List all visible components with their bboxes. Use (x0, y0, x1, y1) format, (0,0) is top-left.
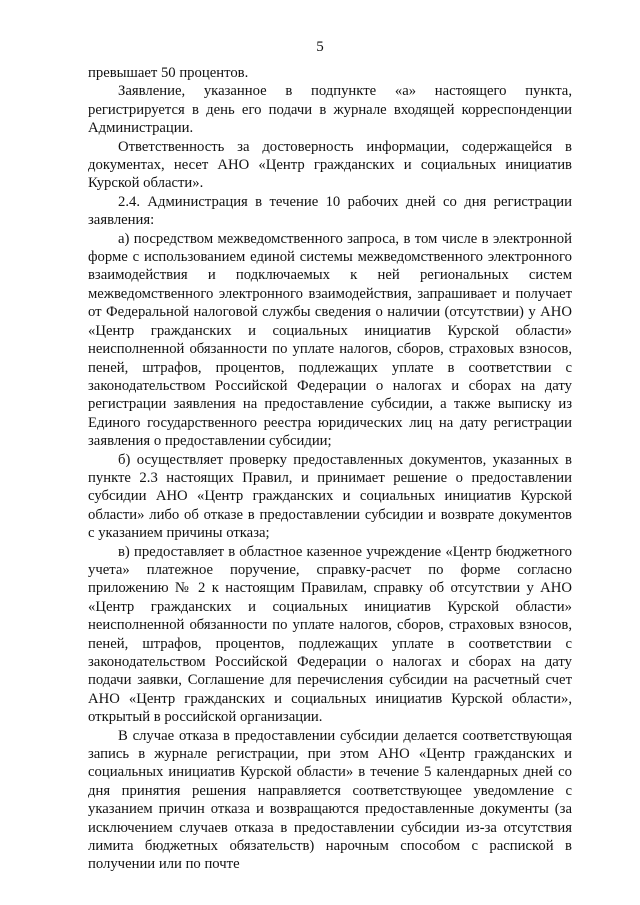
paragraph-subitem-a: а) посредством межведомственного запроса, в том числе в электронной форме с использованием единой системы межведомственного электронного взаимодействия и подключаемых к ней региональных систем межведомственного электронного взаимодействия, запрашивает и получает от Федеральной налоговой службы сведения о наличии (отсутствии) у АНО «Центр гражданских и социальных инициатив Курской области» неисполненной обязанности по уплате налогов, сборов, страховых взносов, пеней, штрафов, процентов, подлежащих уплате в соответствии с законодательством Российской Федерации о налогах и сборах на дату регистрации заявления на предоставление субсидии, а также выписку из Единого государственного реестра юридических лиц на дату регистрации заявления о предоставлении субсидии; (88, 230, 572, 450)
paragraph-subitem-v: в) предоставляет в областное казенное учреждение «Центр бюджетного учета» платежное поручение, справку-расчет по форме согласно приложению № 2 к настоящим Правилам, справку об отсутствии у АНО «Центр гражданских и социальных инициатив Курской области» неисполненной обязанности по уплате налогов, сборов, страховых взносов, пеней, штрафов, процентов, подлежащих уплате в соответствии с законодательством Российской Федерации о налогах и сборах на дату подачи заявки, Соглашение для перечисления субсидии на расчетный счет АНО «Центр гражданских и социальных инициатив Курской области», открытый в российской организации. (88, 543, 572, 726)
document-body (88, 64, 572, 874)
paragraph-subitem-b: б) осуществляет проверку предоставленных документов, указанных в пункте 2.3 настоящих Правил, и принимает решение о предоставлении субсидии АНО «Центр гражданских и социальных инициатив Курской области» либо об отказе в предоставлении субсидии и возврате документов с указанием причины отказа; (88, 451, 572, 542)
paragraph-responsibility: Ответственность за достоверность информации, содержащейся в документах, несет АНО «Центр гражданских и социальных инициатив Курской области». (88, 138, 572, 192)
page-number: 5 (316, 39, 324, 55)
paragraph-refusal: В случае отказа в предоставлении субсидии делается соответствующая запись в журнале регистрации, при этом АНО «Центр гражданских и социальных инициатив Курской области» в течение 5 календарных дней со дня принятия решения направляется соответствующее уведомление с указанием причин отказа и возвращаются предоставленные документы (за исключением случаев отказа в предоставлении субсидии из-за отсутствия лимита бюджетных обязательств) нарочным способом с распиской в получении или по почте (88, 727, 572, 873)
paragraph-continuation: превышает 50 процентов. (88, 65, 249, 81)
paragraph-2-4-heading: 2.4. Администрация в течение 10 рабочих дней со дня регистрации заявления: (88, 193, 572, 229)
paragraph-registration: Заявление, указанное в подпункте «а» настоящего пункта, регистрируется в день его подачи в журнале входящей корреспонденции Администрации. (88, 83, 572, 137)
